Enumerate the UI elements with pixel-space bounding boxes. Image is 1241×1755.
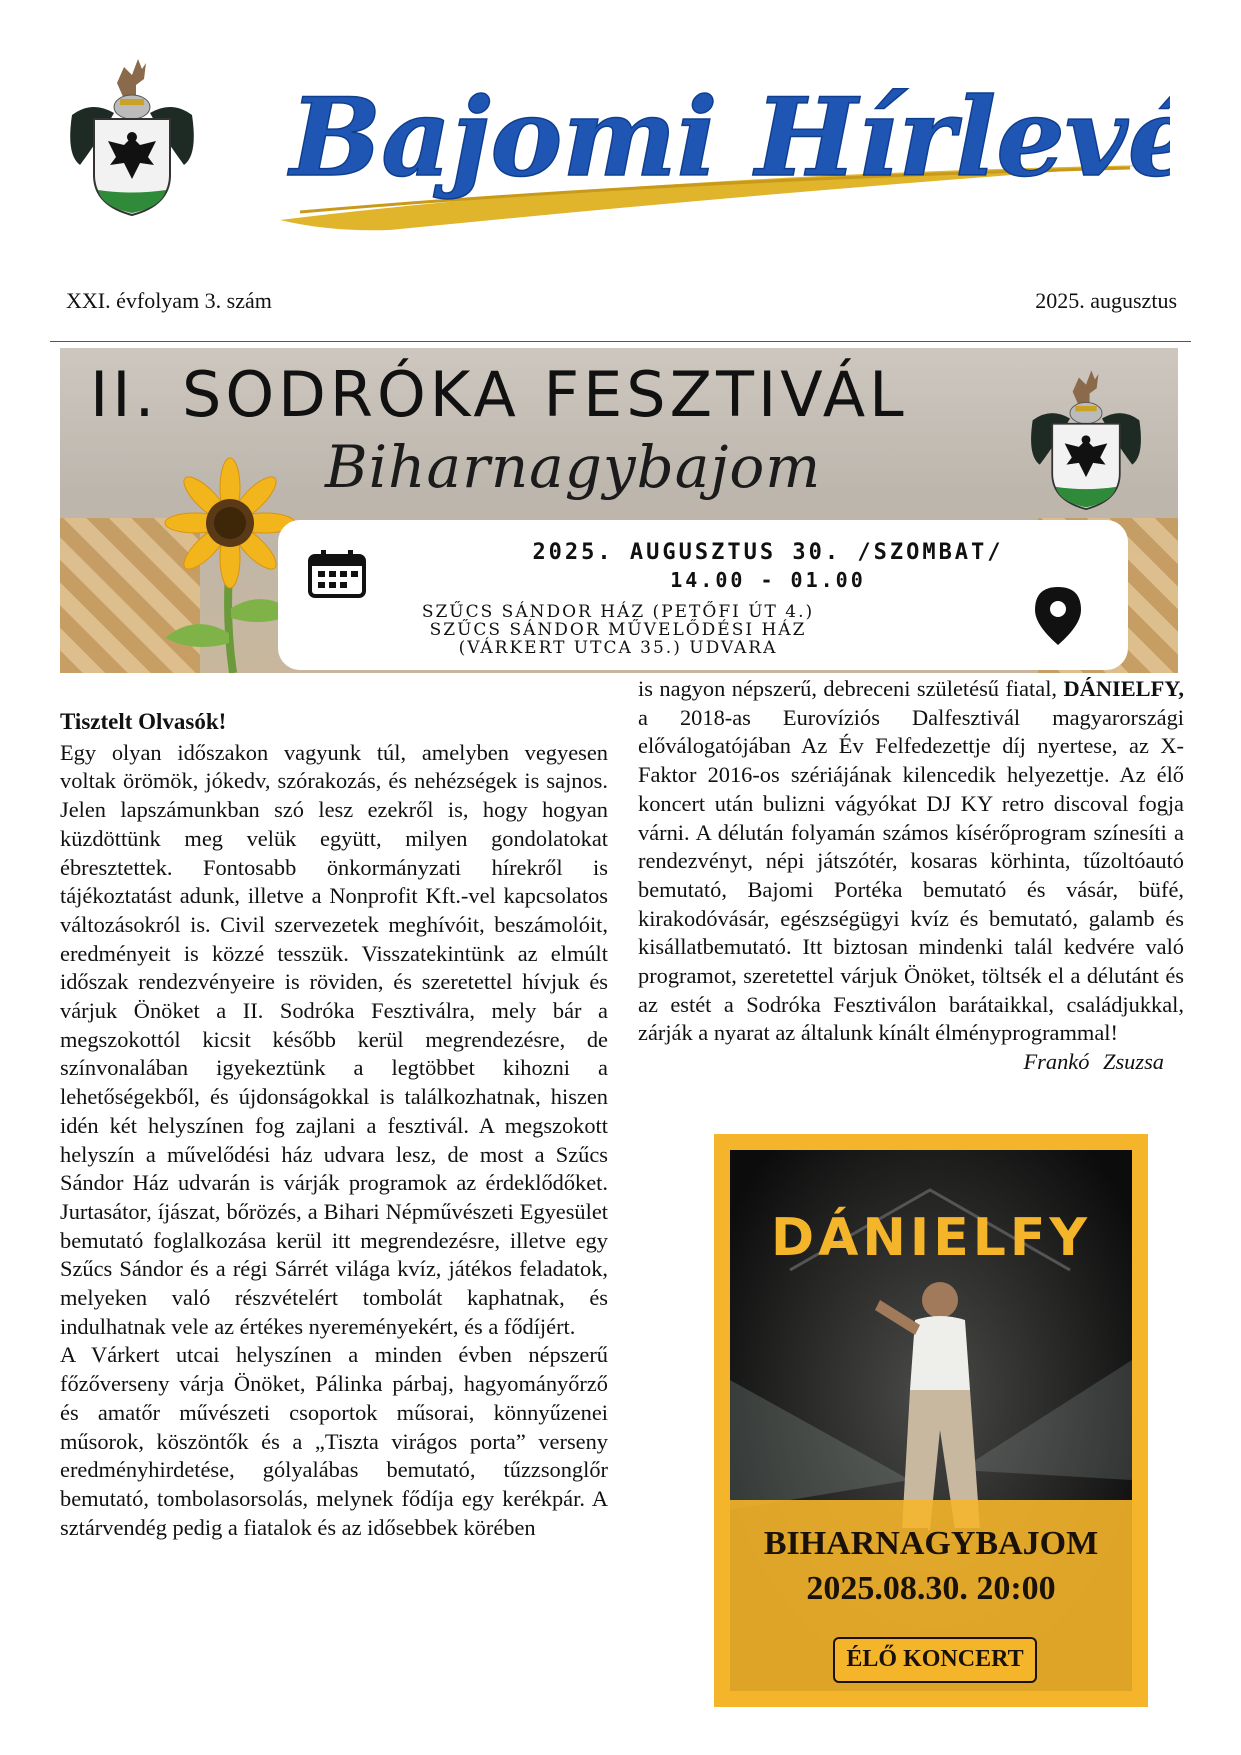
event-time: 14.00 - 01.00 [670, 568, 866, 592]
article-text: is nagyon népszerű, debreceni születésű fiatal, [638, 676, 1058, 701]
festival-banner [60, 348, 1178, 673]
issue-number: XXI. évfolyam 3. szám [66, 288, 272, 313]
banner-script-title: Biharnagybajom [325, 433, 822, 501]
article-paragraph: Egy olyan időszakon vagyunk túl, amelyben vegyesen voltak örömök, jókedv, szórakozás, és nehézségek is sajnos. Jelen lapszámunkban szó lesz ezekről is, hogy hogyan küzdöttünk meg velük együtt, milyen gondolatokat ébresztettek. Fontosabb önkormányzati hírekről is tájékoztatást adunk, illetve a Nonprofit Kft.-vel kapcsolatos változásokról is. Civil szervezetek meghívóit, beszámolóit, eredményeit is közzé tesszük. Visszatekintünk az elmúlt időszak rendezvényeire is röviden, és szeretettel hívjuk és várjuk Önöket a II. Sodróka Fesztiválra, mely bár a megszokottól kicsit később kerül megrendezésre, de színvonalában igyekeztünk a legtöbbet kihozni a lehetőségekből, és újdonságokkal is találkozhatnak, hiszen idén két helyszínen fog zajlani a fesztivál. A megszokott helyszín a művelődési ház udvara lesz, de most a Szűcs Sándor Ház udvarán is várják programok az érdeklődőket. Jurtasátor, íjászat, bőrözés, a Bihari Népművészeti Egyesület bemutató foglalkozása kerül itt megrendezésre, illetve egy Szűcs Sándor és a régi Sárrét világa kvíz, játékos feladatok, melyeken való részvételért tombolát kaphatnak, és indulhatnak vele az értékes nyereményekért, és a fődíjért. [60, 739, 608, 1339]
banner-title: II. SODRÓKA FESZTIVÁL [90, 358, 908, 431]
concert-poster [714, 1134, 1148, 1707]
masthead-title [270, 40, 1170, 240]
poster-label: ÉLŐ KONCERT [846, 1646, 1024, 1672]
poster-place: BIHARNAGYBAJOM [763, 1525, 1099, 1562]
event-location: SZŰCS SÁNDOR HÁZ (PETŐFI ÚT 4.) [421, 602, 815, 622]
event-date: 2025. AUGUSZTUS 30. /SZOMBAT/ [532, 540, 1004, 565]
artist-name: DÁNIELFY, [1063, 676, 1184, 701]
poster-artist: DÁNIELFY [770, 1208, 1092, 1268]
article-column-right [638, 675, 1184, 1077]
article-text: a 2018-as Eurovíziós Dalfesztivál magyarországi előválogatójában Az Év Felfedezettje díj nyertese, az X-Faktor 2016-os szériájának kilencedik helyezettje. Az élő koncert után bulizni vágyókat DJ KY retro discoval fogja várni. A délután folyamán számos kísérőprogram színesíti a rendezvényt, népi játszótér, kosaras körhinta, tűzoltóautó bemutató, Bajomi Portéka bemutató és vásár, büfé, kirakodóvásár, egészségügyi kvíz és bemutató, galamb és kisállatbemutató. Itt biztosan mindenki talál kedvére való programot, szeretettel várjuk Önöket, töltsék el a délutánt és az estét a Sodróka Fesztiválon barátaikkal, családjukkal, zárják a nyarat az általunk kínált élményprogrammal! [638, 704, 1184, 1046]
event-location: (VÁRKERT UTCA 35.) UDVARA [458, 638, 778, 658]
masthead-title-text: Bajomi Hírlevél [290, 75, 1170, 201]
poster-label-badge [833, 1637, 1037, 1683]
header-divider [50, 341, 1191, 342]
event-info-box [278, 520, 1128, 670]
event-location: SZŰCS SÁNDOR MŰVELŐDÉSI HÁZ [429, 620, 807, 640]
coat-of-arms-logo [62, 45, 202, 225]
article-author: Frankó Zsuzsa [1023, 1049, 1164, 1075]
coat-of-arms-icon [1022, 358, 1150, 518]
article-paragraph [638, 675, 1184, 1048]
article-column-left [60, 708, 608, 1542]
poster-datetime: 2025.08.30. 20:00 [806, 1570, 1056, 1607]
map-pin-icon [1033, 585, 1083, 647]
issue-date: 2025. augusztus [1035, 288, 1177, 313]
calendar-icon [308, 550, 366, 598]
article-greeting: Tisztelt Olvasók! [60, 709, 227, 734]
article-paragraph: A Várkert utcai helyszínen a minden évben népszerű főzőverseny várja Önöket, Pálinka párbaj, hagyományőrző és amatőr művészeti csoportok műsorai, könnyűzenei műsorok, köszöntők és a „Tiszta virágos porta” verseny eredményhirdetése, gólyalábas bemutató, tűzzsonglőr bemutató, tombolasorsolás, melynek fődíja egy kerékpár. A sztárvendég pedig a fiatalok és az idősebbek körében [60, 1342, 608, 1540]
poster-frame [730, 1150, 1132, 1691]
